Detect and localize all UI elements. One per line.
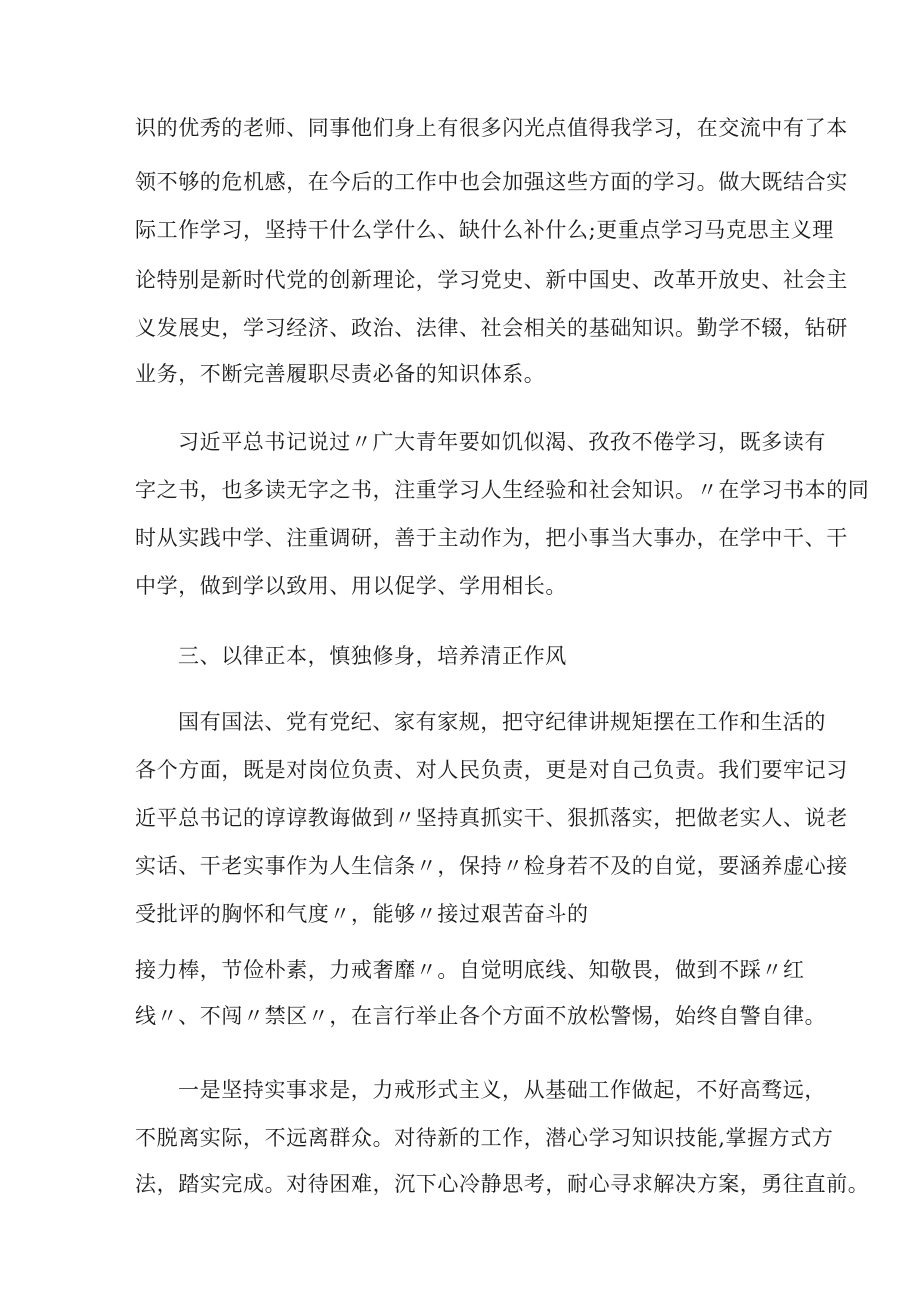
paragraph-4-line-1: 一是坚持实事求是，力戒形式主义，从基础工作做起，不好高骛远， — [178, 1078, 826, 1102]
paragraph-1-line-5: 义发展史，学习经济、政治、法律、社会相关的基础知识。勤学不辍，钻研 — [135, 316, 848, 340]
paragraph-3-line-1: 国有国法、党有党纪、家有家规，把守纪律讲规矩摆在工作和生活的 — [178, 710, 826, 734]
paragraph-1-line-6: 业务，不断完善履职尽责必备的知识体系。 — [135, 362, 546, 386]
paragraph-2-line-2: 字之书，也多读无字之书，注重学习人生经验和社会知识。〃在学习书本的同 — [135, 478, 870, 502]
paragraph-1-line-2: 领不够的危机感，在今后的工作中也会加强这些方面的学习。做大既结合实 — [135, 170, 848, 194]
paragraph-3-line-7: 线〃、不闯〃禁区〃，在言行举止各个方面不放松警惕，始终自警自律。 — [135, 1004, 827, 1028]
paragraph-3-line-3: 近平总书记的谆谆教诲做到〃坚持真抓实干、狠抓落实，把做老实人、说老 — [135, 806, 848, 830]
paragraph-2-line-3: 时从实践中学、注重调研，善于主动作为，把小事当大事办，在学中干、干 — [135, 526, 848, 550]
paragraph-3-line-4: 实话、干老实事作为人生信条〃，保持〃检身若不及的自觉，要涵养虚心接 — [135, 854, 848, 878]
paragraph-1-line-4: 论特别是新时代党的创新理论，学习党史、新中国史、改革开放史、社会主 — [135, 268, 848, 292]
paragraph-3-line-5: 受批评的胸怀和气度〃，能够〃接过艰苦奋斗的 — [135, 902, 589, 926]
paragraph-4-line-2: 不脱离实际，不远离群众。对待新的工作，潜心学习知识技能,掌握方式方 — [135, 1126, 834, 1150]
paragraph-3-line-6: 接力棒，节俭朴素，力戒奢靡〃。自觉明底线、知敬畏，做到不踩〃红 — [135, 958, 805, 982]
paragraph-2-line-4: 中学，做到学以致用、用以促学、学用相长。 — [135, 574, 567, 598]
section-heading: 三、以律正本，慎独修身，培养清正作风 — [178, 644, 567, 668]
paragraph-2-line-1: 习近平总书记说过〃广大青年要如饥似渴、孜孜不倦学习，既多读有 — [178, 430, 826, 454]
paragraph-1-line-1: 识的优秀的老师、同事他们身上有很多闪光点值得我学习，在交流中有了本 — [135, 116, 848, 140]
paragraph-1-line-3: 际工作学习，坚持干什么学什么、缺什么补什么;更重点学习马克思主义理 — [135, 218, 834, 242]
paragraph-3-line-2: 各个方面，既是对岗位负责、对人民负责，更是对自己负责。我们要牢记习 — [135, 758, 848, 782]
paragraph-4-line-3: 法，踏实完成。对待困难，沉下心冷静思考，耐心寻求解决方案，勇往直前。 — [135, 1172, 870, 1196]
